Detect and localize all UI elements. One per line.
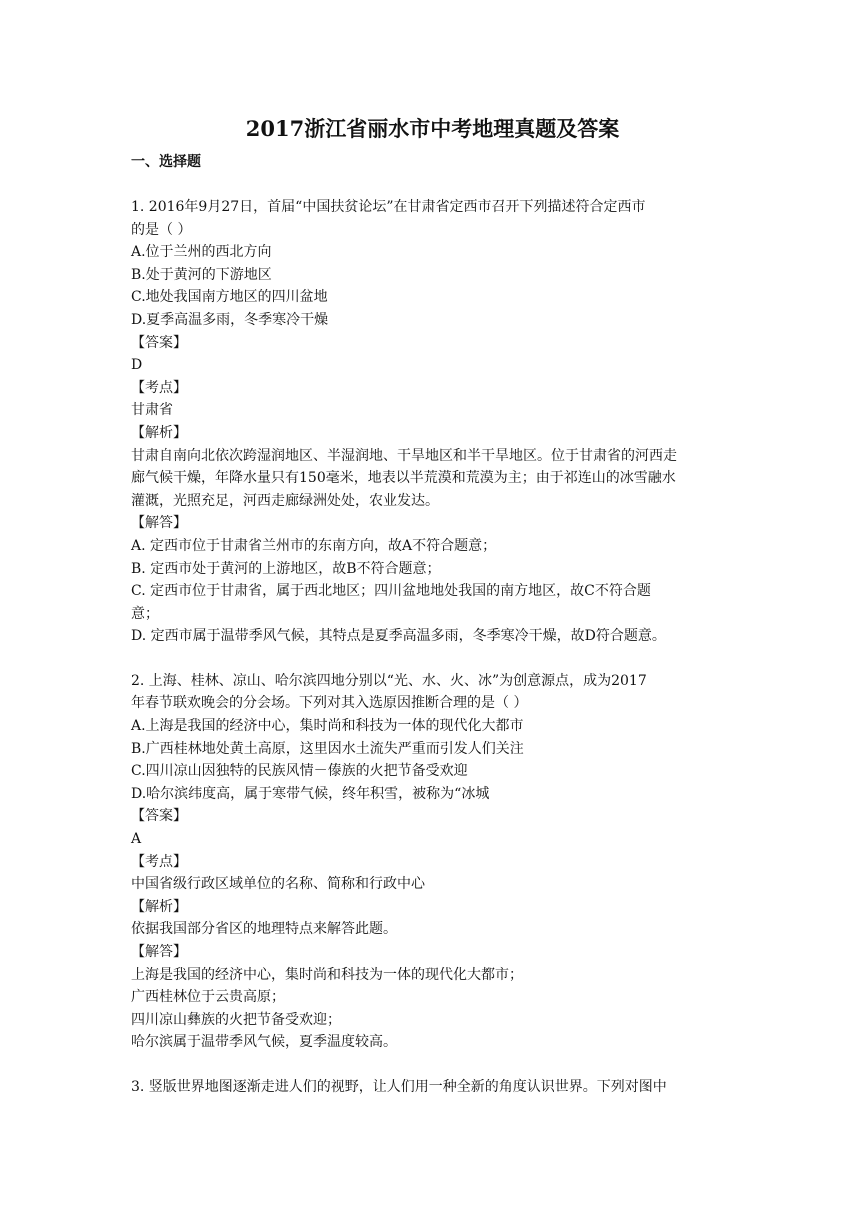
question-3 bbox=[131, 1076, 736, 1099]
question-stem-line: 的是（ ） bbox=[131, 221, 192, 238]
solution-label: 【解答】 bbox=[131, 515, 187, 532]
answer-label: 【答案】 bbox=[131, 334, 187, 351]
knowledge-point-label: 【考点】 bbox=[131, 853, 187, 870]
question-stem-line: 年春节联欢晚会的分会场。下列对其入选原因推断合理的是（ ） bbox=[131, 695, 528, 712]
option-b: B.处于黄河的下游地区 bbox=[131, 266, 272, 283]
analysis-line: 灌溉，光照充足，河西走廊绿洲处处，农业发达。 bbox=[131, 492, 439, 509]
section-heading: 一、选择题 bbox=[131, 154, 201, 170]
answer-value: A bbox=[131, 831, 142, 848]
question-spacer bbox=[131, 1054, 736, 1076]
analysis-line: 甘肃自南向北依次跨湿润地区、半湿润地、干旱地区和半干旱地区。位于甘肃省的河西走 bbox=[131, 447, 677, 464]
question-1 bbox=[131, 196, 736, 648]
option-d: D.夏季高温多雨，冬季寒冷干燥 bbox=[131, 311, 329, 328]
solution-line: 意； bbox=[131, 605, 159, 622]
option-c: C.地处我国南方地区的四川盆地 bbox=[131, 289, 328, 306]
solution-line: A. 定西市位于甘肃省兰州市的东南方向，故A不符合题意； bbox=[131, 537, 497, 554]
option-a: A.上海是我国的经济中心，集时尚和科技为一体的现代化大都市 bbox=[131, 718, 524, 735]
solution-label: 【解答】 bbox=[131, 944, 187, 960]
option-c: C.四川凉山因独特的民族风情－傣族的火把节备受欢迎 bbox=[131, 763, 468, 780]
option-d: D.哈尔滨纬度高，属于寒带气候，终年积雪，被称为“冰城 bbox=[131, 785, 490, 802]
solution-line: B. 定西市处于黄河的上游地区，故B不符合题意； bbox=[131, 560, 441, 577]
solution-line: C. 定西市位于甘肃省，属于西北地区；四川盆地地处我国的南方地区，故C不符合题 bbox=[131, 583, 651, 600]
answer-label: 【答案】 bbox=[131, 808, 187, 825]
answer-value: D bbox=[131, 357, 143, 374]
analysis-label: 【解析】 bbox=[131, 424, 187, 441]
question-stem-line: 3. 竖版世界地图逐渐走进人们的视野，让人们用一种全新的角度认识世界。下列对图中 bbox=[131, 1078, 667, 1095]
solution-line: 上海是我国的经济中心，集时尚和科技为一体的现代化大都市； bbox=[131, 966, 523, 983]
analysis-label: 【解析】 bbox=[131, 898, 187, 915]
knowledge-point: 中国省级行政区域单位的名称、简称和行政中心 bbox=[131, 876, 425, 893]
solution-line: 哈尔滨属于温带季风气候，夏季温度较高。 bbox=[131, 1034, 397, 1051]
document-body bbox=[131, 196, 736, 1099]
solution-line: D. 定西市属于温带季风气候，其特点是夏季高温多雨，冬季寒冷干燥，故D符合题意。 bbox=[131, 628, 666, 645]
option-b: B.广西桂林地处黄土高原，这里因水土流失严重而引发人们关注 bbox=[131, 740, 524, 757]
knowledge-point: 甘肃省 bbox=[131, 402, 173, 419]
analysis-line: 依据我国部分省区的地理特点来解答此题。 bbox=[131, 921, 397, 938]
question-stem-line: 2. 上海、桂林、凉山、哈尔滨四地分别以“光、水、火、冰”为创意源点，成为2017 bbox=[131, 672, 647, 689]
question-2 bbox=[131, 670, 736, 1054]
analysis-line: 廊气候干燥，年降水量只有150毫米，地表以半荒漠和荒漠为主；由于祁连山的冰雪融水 bbox=[131, 470, 676, 487]
question-stem-line: 1. 2016年9月27日，首届“中国扶贫论坛”在甘肃省定西市召开下列描述符合定西市 bbox=[131, 199, 646, 215]
question-spacer bbox=[131, 648, 736, 670]
page-title: 2017浙江省丽水市中考地理真题及答案 bbox=[245, 116, 620, 141]
solution-line: 广西桂林位于云贵高原； bbox=[131, 989, 285, 1006]
knowledge-point-label: 【考点】 bbox=[131, 379, 187, 396]
option-a: A.位于兰州的西北方向 bbox=[131, 244, 272, 261]
solution-line: 四川凉山彝族的火把节备受欢迎； bbox=[131, 1011, 341, 1028]
